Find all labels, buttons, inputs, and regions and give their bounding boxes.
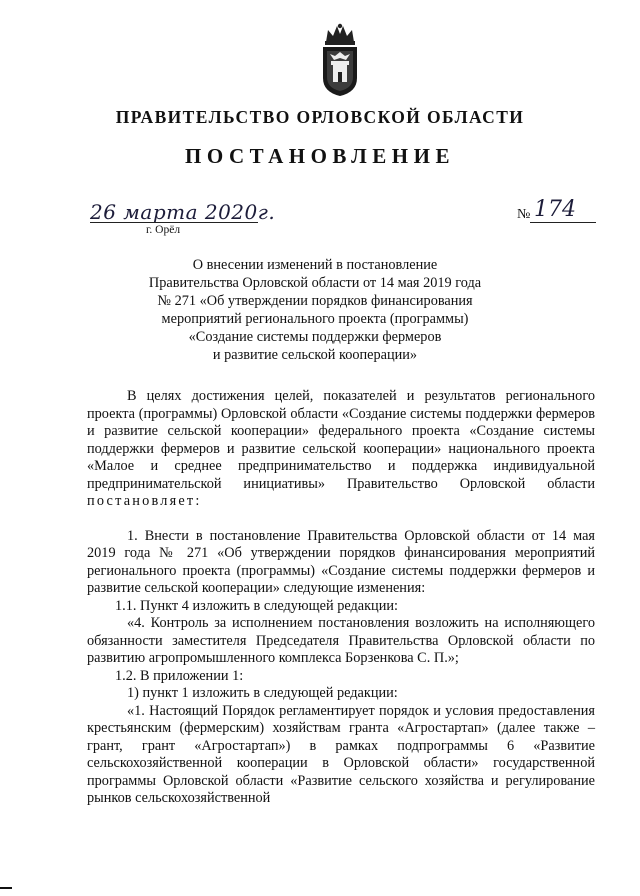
paragraph-1-2-1: 1) пункт 1 изложить в следующей редакции: [127, 685, 398, 701]
subject-line: «Создание системы поддержки фермеров [188, 329, 442, 345]
subject-line: мероприятий регионального проекта (программы) [161, 311, 469, 327]
number-label: № [517, 207, 531, 222]
organization-title: ПРАВИТЕЛЬСТВО ОРЛОВСКОЙ ОБЛАСТИ [115, 107, 525, 127]
preamble-text: В целях достижения целей, показателей и результатов регионального проекта (программы) Орловской области «Создание системы поддержки фермеров и развитие сельской кооперации» федерального проекта «Создание системы поддержки фермеров и развитие сельской кооперации» национального проекта «Малое и среднее предпринимательство и поддержка индивидуальной предпринимательской инициативы» Правительство Орловской области [87, 388, 595, 492]
subject-line: О внесении изменений в постановление [192, 257, 438, 273]
handwritten-date: 26 марта 2020г. [90, 200, 276, 224]
subject-line: и развитие сельской кооперации» [212, 347, 418, 363]
document-type-title: ПОСТАНОВЛЕНИЕ [185, 144, 455, 168]
preamble-verb: постановляет: [87, 493, 202, 509]
document-body [87, 388, 595, 808]
paragraph-1-2-1-text: «1. Настоящий Порядок регламентирует порядок и условия предоставления крестьянским (фермерским) хозяйствам гранта «Агростартап» (далее также – грант, грант «Агростартап») в рамках подпрограммы 6 «Развитие сельскохозяйственной кооперации в Орловской области» государственной программы Орловской области «Развитие сельского хозяйства и регулирование рынков сельскохозяйственной [87, 702, 595, 806]
paragraph-1: 1. Внести в постановление Правительства Орловской области от 14 мая 2019 года № 271 «Об утверждении порядков финансирования мероприятий регионального проекта (программы) «Создание системы поддержки фермеров и развитие сельской кооперации» следующие изменения: [87, 527, 595, 596]
paragraph-1-1: 1.1. Пункт 4 изложить в следующей редакции: [115, 597, 398, 614]
handwritten-number: 174 [534, 197, 576, 222]
paragraph-1-1-text: «4. Контроль за исполнением постановления возложить на исполняющего обязанности заместителя Председателя Правительства Орловской области по развитию агропромышленного комплекса Борзенкова С. П.»; [87, 615, 595, 666]
subject-line: № 271 «Об утверждении порядков финансирования [157, 293, 473, 309]
date-underline [90, 222, 258, 223]
number-underline [530, 222, 596, 223]
paragraph-1-2: 1.2. В приложении 1: [115, 667, 244, 684]
city-label: г. Орёл [146, 224, 181, 236]
coat-of-arms-emblem [318, 22, 362, 98]
page-edge-mark [0, 887, 12, 889]
subject-line: Правительства Орловской области от 14 мая 2019 года [148, 275, 482, 291]
document-subject [100, 256, 530, 364]
preamble-paragraph [87, 388, 595, 511]
